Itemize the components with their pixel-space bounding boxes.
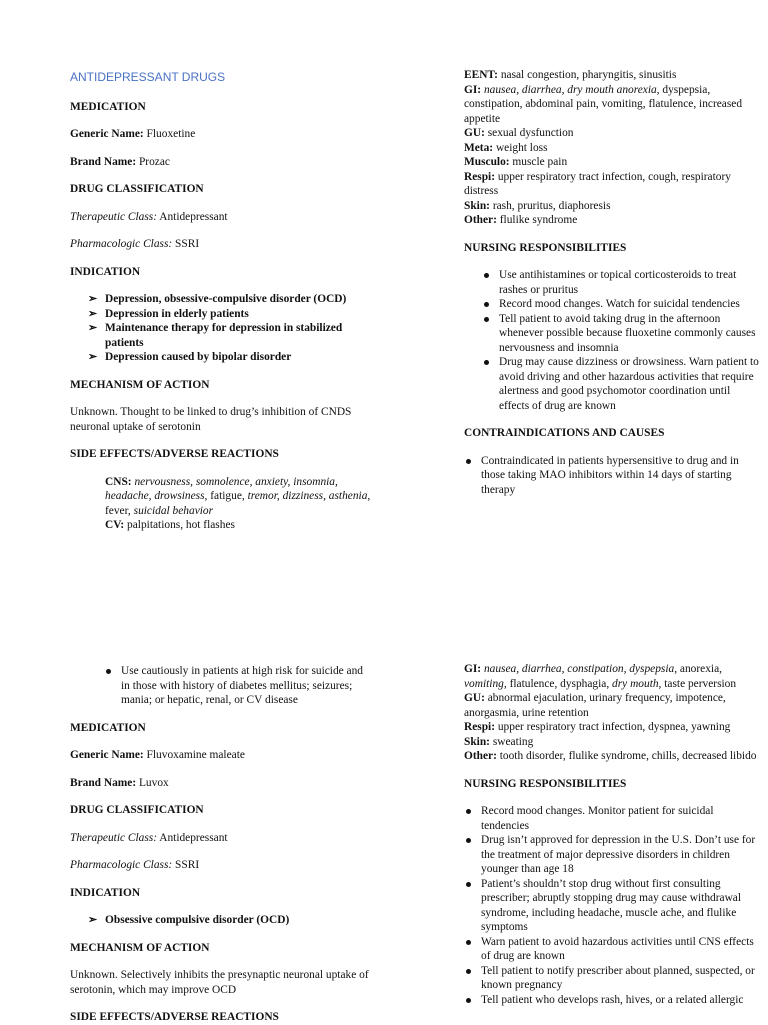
list-item: Tell patient to avoid taking drug in the afternoon whenever possible because fluoxetine commonly causes nervousness and insomnia (482, 312, 759, 356)
gi-line: GI: nausea, diarrhea, constipation, dyspepsia, anorexia, vomiting, flatulence, dysphagia, dry mouth, taste perversion (464, 663, 737, 690)
arrow-bullet-icon: ➢ (88, 293, 98, 305)
skin-line: Skin: sweating (464, 735, 534, 748)
generic-name-line (70, 127, 370, 142)
meta-line: Meta: weight loss (464, 141, 548, 154)
bullet-icon (466, 998, 471, 1003)
caution-list (104, 664, 374, 708)
list-item: Drug isn’t approved for depression in the U.S. Don’t use for the treatment of major depressive disorders in children younger than age 18 (464, 833, 759, 877)
nursing-heading: NURSING RESPONSIBILITIES (464, 777, 627, 790)
brand-name-line: Brand Name: Luvox (70, 776, 169, 789)
document-page-2 (0, 512, 768, 1024)
pharmacologic-class-line: Pharmacologic Class: SSRI (70, 859, 200, 871)
indication-item: ➢ Depression in elderly patients (88, 307, 249, 320)
contra-heading: CONTRAINDICATIONS AND CAUSES (464, 427, 665, 439)
page2-left-column (70, 664, 370, 1025)
indication-item: ➢ Depression caused by bipolar disorder (88, 351, 292, 363)
arrow-bullet-icon: ➢ (88, 914, 98, 926)
pharmacologic-class-label: Pharmacologic Class: (70, 238, 173, 250)
generic-name-label: Generic Name: (70, 128, 144, 140)
moa-heading: MECHANISM OF ACTION (70, 941, 210, 954)
bullet-icon (466, 809, 471, 814)
classification-heading: DRUG CLASSIFICATION (70, 804, 204, 816)
bullet-icon (466, 969, 471, 974)
bullet-icon (484, 302, 489, 307)
bullet-icon (466, 882, 471, 887)
bullet-icon (466, 940, 471, 945)
indication-item: ➢ Maintenance therapy for depression in stabilized patients (88, 322, 343, 349)
musculo-line: Musculo: muscle pain (464, 156, 568, 168)
indication-heading: INDICATION (70, 886, 141, 899)
respi-line: Respi: upper respiratory tract infection, cough, respiratory distress (464, 170, 731, 197)
generic-name-value: Fluoxetine (143, 128, 196, 140)
therapeutic-class-value: Antidepressant (157, 210, 228, 223)
page2-right-column (464, 662, 759, 1007)
gu-line: GU: abnormal ejaculation, urinary frequency, impotence, anorgasmia, urine retention (464, 692, 726, 719)
page1-left-column (70, 70, 370, 533)
medication-heading: MEDICATION (70, 100, 146, 113)
bullet-icon (484, 317, 489, 322)
list-item: Drug may cause dizziness or drowsiness. Warn patient to avoid driving and other hazardous activities that require alertness and good psychomotor coordination until effects of drug are known (482, 355, 759, 413)
contra-list (464, 454, 759, 498)
arrow-bullet-icon: ➢ (88, 351, 98, 363)
moa-text: Unknown. Thought to be linked to drug’s inhibition of CNDS neuronal uptake of serotonin (70, 406, 352, 433)
arrow-bullet-icon: ➢ (88, 307, 98, 320)
list-item: Use antihistamines or topical corticosteroids to treat rashes or pruritus (482, 268, 759, 297)
generic-name-line: Generic Name: Fluvoxamine maleate (70, 749, 245, 761)
cns-label: CNS: (105, 475, 132, 488)
brand-name-line (70, 155, 370, 170)
indication-item: ➢ Depression, obsessive-compulsive disorder (OCD) (88, 293, 347, 305)
list-item: Tell patient who develops rash, hives, or a related allergic (464, 993, 759, 1008)
bullet-icon (484, 273, 489, 278)
pharmacologic-class-value: SSRI (172, 238, 200, 250)
brand-name-label: Brand Name: (70, 155, 137, 168)
list-item: Use cautiously in patients at high risk for suicide and in those with history of diabetes mellitus; seizures; mania; or hepatic, renal, or CV disease (104, 664, 374, 708)
skin-line: Skin: rash, pruritus, diaphoresis (464, 199, 611, 212)
indication-item: ➢ Obsessive compulsive disorder (OCD) (88, 914, 290, 926)
moa-text: Unknown. Selectively inhibits the presynaptic neuronal uptake of serotonin, which may improve OCD (70, 969, 369, 996)
brand-name-value: Prozac (136, 155, 170, 168)
cv-label: CV: (105, 519, 125, 531)
moa-heading: MECHANISM OF ACTION (70, 378, 210, 391)
bullet-icon (484, 360, 489, 365)
side-effects-heading: SIDE EFFECTS/ADVERSE REACTIONS (70, 448, 279, 460)
list-item: Tell patient to notify prescriber about planned, suspected, or known pregnancy (464, 964, 759, 993)
classification-heading: DRUG CLASSIFICATION (70, 183, 204, 195)
indication-heading: INDICATION (70, 265, 141, 278)
therapeutic-class-line (70, 210, 370, 225)
arrow-bullet-icon: ➢ (88, 322, 98, 334)
cns-line: CNS: nervousness, somnolence, anxiety, insomnia, headache, drowsiness, fatigue, tremor, dizziness, asthenia, fever, suicidal behavior (105, 475, 371, 517)
indication-list (70, 292, 370, 365)
bullet-icon (466, 838, 471, 843)
indication-list (70, 913, 370, 928)
list-item: Record mood changes. Watch for suicidal tendencies (482, 297, 759, 312)
therapeutic-class-line: Therapeutic Class: Antidepressant (70, 831, 228, 844)
cv-line: CV: palpitations, hot flashes (105, 519, 235, 531)
other-line: Other: flulike syndrome (464, 214, 578, 226)
bullet-icon (106, 669, 111, 674)
nursing-list (482, 268, 759, 413)
list-item: Warn patient to avoid hazardous activities until CNS effects of drug are known (464, 935, 759, 964)
document-title: ANTIDEPRESSANT DRUGS (70, 70, 226, 84)
eent-line: EENT: nasal congestion, pharyngitis, sinusitis (464, 69, 677, 81)
respi-line: Respi: upper respiratory tract infection, dyspnea, yawning (464, 721, 731, 733)
medication-heading: MEDICATION (70, 721, 146, 734)
list-item: Record mood changes. Monitor patient for suicidal tendencies (464, 804, 759, 833)
nursing-list (464, 804, 759, 1007)
nursing-heading: NURSING RESPONSIBILITIES (464, 241, 627, 254)
other-line: Other: tooth disorder, flulike syndrome, chills, decreased libido (464, 750, 757, 762)
gi-line: GI: nausea, diarrhea, dry mouth anorexia, dyspepsia, constipation, abdominal pain, vomiting, flatulence, increased appetite (464, 83, 743, 125)
side-effects-heading: SIDE EFFECTS/ADVERSE REACTIONS (70, 1011, 279, 1023)
therapeutic-class-label: Therapeutic Class: (70, 210, 158, 223)
list-item: Patient’s shouldn’t stop drug without first consulting prescriber; abruptly stopping drug may cause withdrawal syndrome, including headache, muscle ache, and flulike symptoms (464, 877, 759, 935)
list-item: Contraindicated in patients hypersensitive to drug and in those taking MAO inhibitors within 14 days of starting therapy (464, 454, 759, 498)
pharmacologic-class-line (70, 237, 370, 252)
bullet-icon (466, 459, 471, 464)
page1-right-column (464, 68, 759, 497)
gu-line: GU: sexual dysfunction (464, 127, 574, 139)
